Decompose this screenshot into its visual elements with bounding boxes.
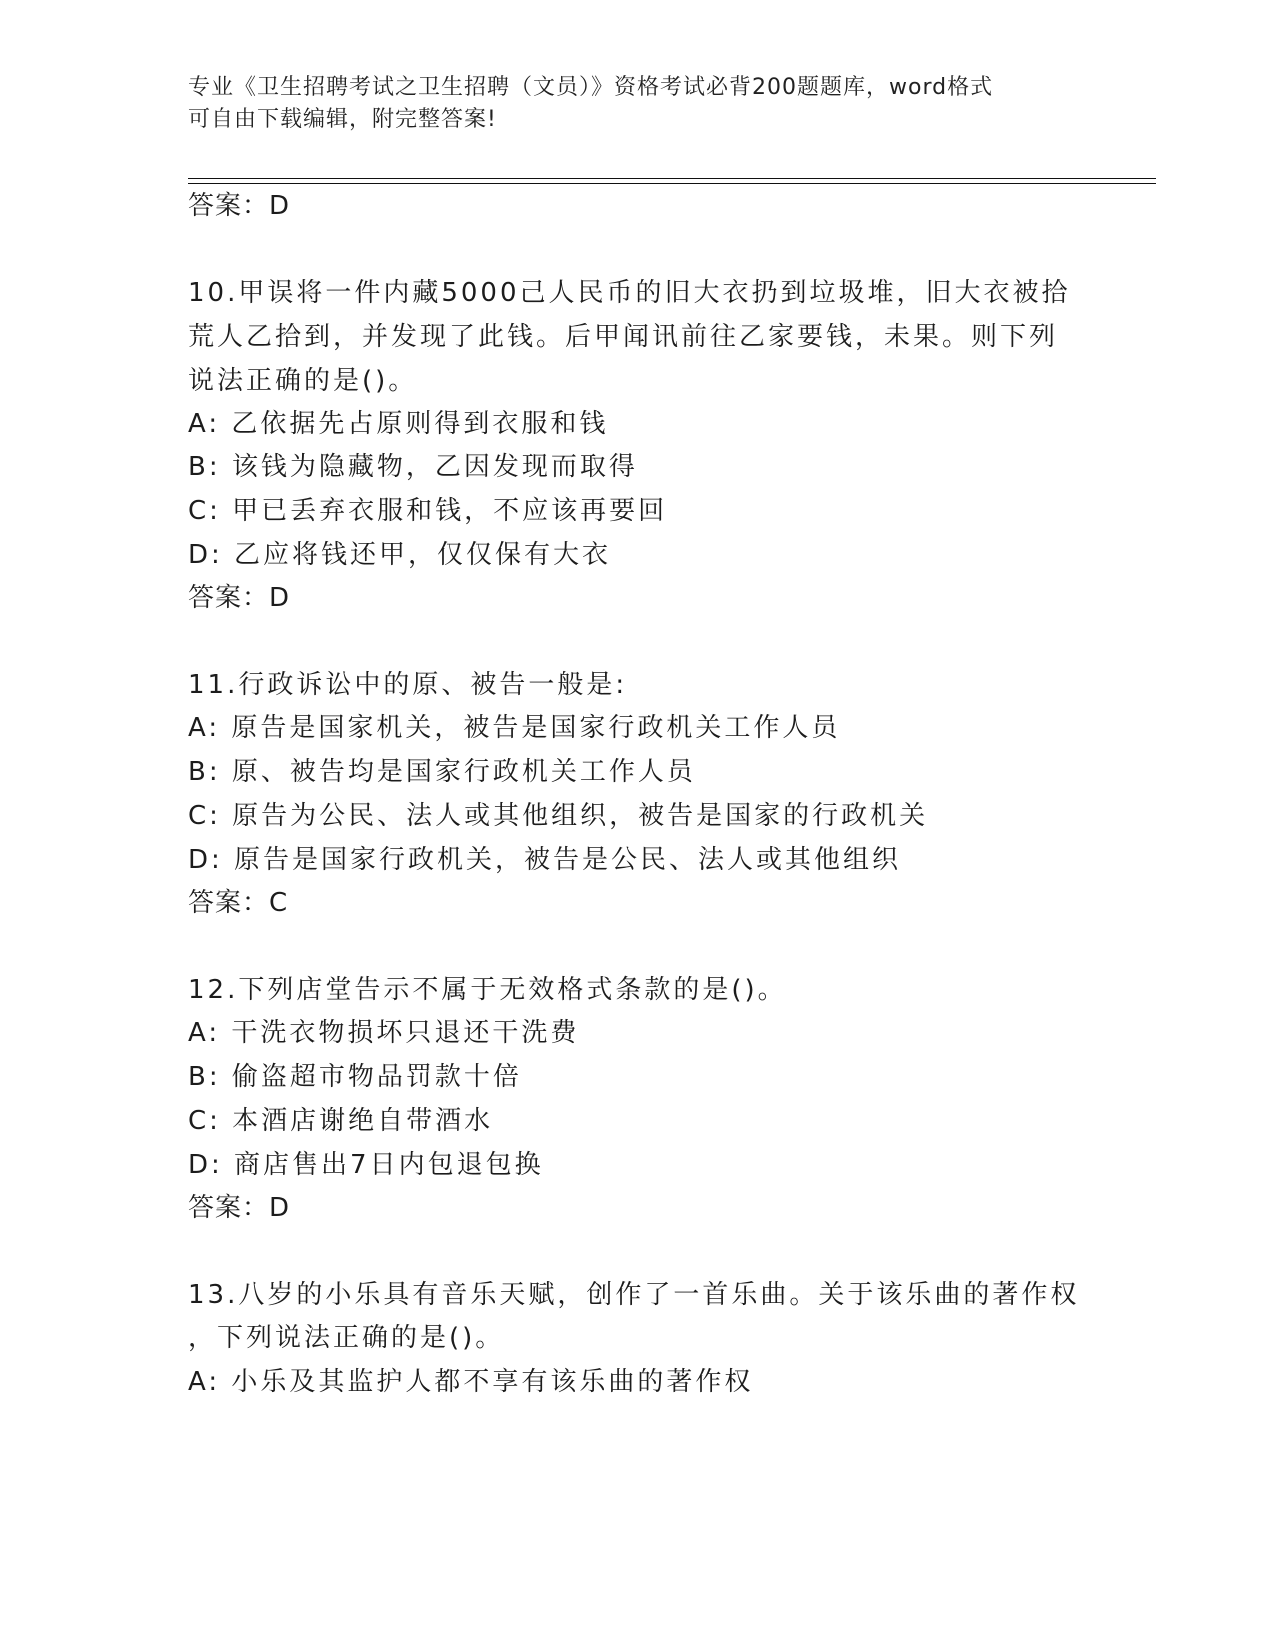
question-12-line-1: 12.下列店堂告示不属于无效格式条款的是()。 [188,975,787,1005]
header-divider-top [188,178,1156,179]
question-13-option-a: A: 小乐及其监护人都不享有该乐曲的著作权 [188,1367,754,1397]
header-divider-bottom [188,183,1156,184]
question-12-option-d: D: 商店售出7日内包退包换 [188,1150,544,1180]
question-12-option-c: C: 本酒店谢绝自带酒水 [188,1106,494,1136]
question-11-option-c: C: 原告为公民、法人或其他组织，被告是国家的行政机关 [188,801,929,831]
question-13-line-1: 13.八岁的小乐具有音乐天赋，创作了一首乐曲。关于该乐曲的著作权 [188,1280,1080,1310]
question-10-line-3: 说法正确的是()。 [188,366,418,396]
header-line-2: 可自由下载编辑，附完整答案! [188,107,497,132]
document-header [188,72,1068,136]
question-11-answer: 答案：C [188,888,289,918]
question-10-option-d: D: 乙应将钱还甲，仅仅保有大衣 [188,540,612,570]
question-12-answer: 答案：D [188,1193,291,1223]
question-11-option-d: D: 原告是国家行政机关，被告是公民、法人或其他组织 [188,845,902,875]
question-11-option-b: B: 原、被告均是国家行政机关工作人员 [188,757,696,787]
answer-previous: 答案：D [188,191,291,221]
question-11-option-a: A: 原告是国家机关，被告是国家行政机关工作人员 [188,713,841,743]
question-10-option-c: C: 甲已丢弃衣服和钱，不应该再要回 [188,496,668,526]
header-line-1: 专业《卫生招聘考试之卫生招聘（文员）》资格考试必背200题题库，word格式 [188,75,994,100]
question-12-option-a: A: 干洗衣物损坏只退还干洗费 [188,1018,580,1048]
question-10-answer: 答案：D [188,583,291,613]
question-10-line-1: 10.甲误将一件内藏5000己人民币的旧大衣扔到垃圾堆，旧大衣被拾 [188,278,1071,308]
question-10-line-2: 荒人乙拾到，并发现了此钱。后甲闻讯前往乙家要钱，未果。则下列 [188,322,1059,352]
question-11-line-1: 11.行政诉讼中的原、被告一般是: [188,670,628,700]
question-10-option-b: B: 该钱为隐藏物，乙因发现而取得 [188,452,638,482]
question-12-option-b: B: 偷盗超市物品罚款十倍 [188,1062,522,1092]
question-13-line-2: ，下列说法正确的是()。 [188,1323,505,1353]
question-10-option-a: A: 乙依据先占原则得到衣服和钱 [188,409,609,439]
